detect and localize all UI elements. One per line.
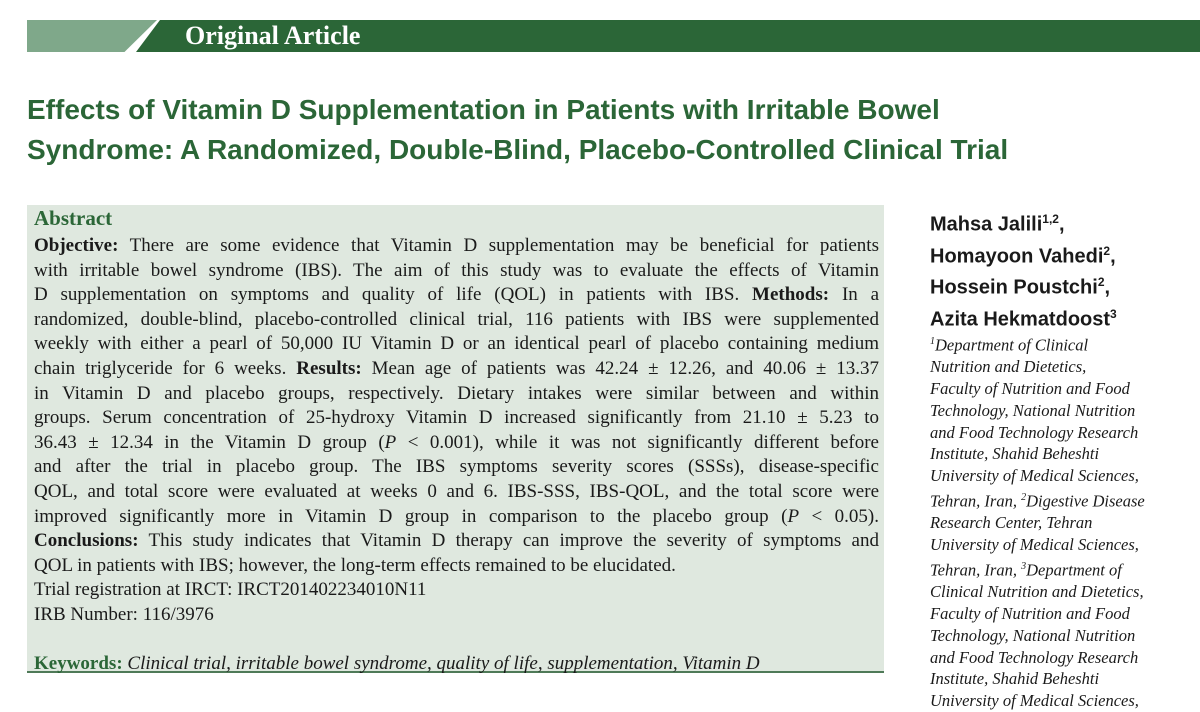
abstract-line [34,431,879,456]
affiliation-text: Tehran, Iran, [930,560,1022,580]
banner-accent [27,20,157,52]
affiliation-number: 1 [930,336,935,347]
italic-text: Clinical trial, irritable bowel syndrome, quality of life, supplementation, Vitamin D [127,652,760,674]
author [930,238,1117,270]
affiliation-line [930,668,1145,690]
affiliation-text: Nutrition and Dietetics, [930,357,1087,377]
text-segment: This study indicates that Vitamin D therapy can improve the severity of symptoms and [148,530,879,552]
section-label: Conclusions: [34,530,139,552]
italic-text: P [384,431,397,453]
affiliation-text: Technology, National Nutrition [930,625,1136,645]
affiliation-text: and Food Technology Research [930,647,1139,667]
affiliation-line [930,625,1145,647]
abstract-line [34,259,879,284]
affiliation-text: Faculty of Nutrition and Food [930,604,1130,624]
section-label: Methods: [752,284,830,306]
text-segment: < 0.001), while it was not significantly different before [407,431,879,453]
section-label: Results: [296,357,362,379]
affiliation-line [930,512,1145,534]
author [930,301,1117,333]
affiliation-number: 3 [1021,560,1027,572]
text-segment: There are some evidence that Vitamin D supplementation may be beneficial for patients [129,235,879,256]
author-separator: , [1110,245,1116,268]
author-affiliation-number: 1,2 [1042,212,1059,226]
affiliation-line [930,400,1145,422]
affiliation-line [930,603,1145,625]
text-segment: In a [841,284,880,306]
abstract-line [34,308,879,333]
abstract-text [34,234,879,676]
affiliation-line [930,534,1145,556]
text-segment: 36.43 ± 12.34 in the Vitamin D group ( [34,431,385,453]
author-list [930,206,1117,333]
affiliation-text: Institute, Shahid Beheshti [930,669,1100,689]
author-name: Homayoon Vahedi [930,245,1104,268]
affiliation-line [930,581,1145,603]
affiliation-line [930,465,1145,487]
affiliation-text: Research Center, Tehran [930,513,1093,533]
section-label: Objective: [34,235,119,256]
text-segment: chain triglyceride for 6 weeks. [34,357,287,379]
abstract-line [34,529,879,554]
text-segment: improved significantly more in Vitamin D group in comparison to the placebo group ( [34,505,788,527]
author-affiliation-number: 2 [1103,243,1111,258]
article-type-label: Original Article [185,21,361,50]
affiliation-text: Department of Clinical [935,335,1089,355]
italic-text: P [787,505,800,527]
affiliation-line [930,690,1145,712]
text-segment: randomized, double-blind, placebo-controlled clinical trial, 116 patients with IBS were supplemented [34,308,879,330]
affiliation-line [930,422,1145,444]
text-segment: groups. Serum concentration of 25-hydroxy Vitamin D increased significantly from 21.10 ± 5.23 to [34,407,879,429]
text-segment: Mean age of patients was 42.24 ± 12.26, and 40.06 ± 13.37 [371,357,880,379]
article-title [27,90,1187,170]
abstract-line [34,234,879,259]
affiliation-text: University of Medical Sciences, [930,535,1139,555]
text-segment: and after the trial in placebo group. The IBS symptoms severity scores (SSSs), disease-specific [34,456,879,478]
affiliation-number: 2 [1021,492,1027,504]
author-name: Azita Hekmatdoost [930,308,1111,331]
abstract-line [34,357,879,382]
author-separator: , [1104,276,1111,299]
author [930,269,1117,301]
text-segment: D supplementation on symptoms and quality of life (QOL) in patients with IBS. [34,284,740,306]
affiliation-text: Technology, National Nutrition [930,400,1136,420]
abstract-line [34,652,879,677]
affiliation-line [930,331,1145,356]
abstract-line [34,554,879,579]
author [930,206,1117,238]
affiliation-text: Tehran, Iran, [930,491,1022,511]
author-name: Mahsa Jalili [930,213,1043,236]
abstract-line [34,505,879,530]
affiliation-text: Digestive Disease [1026,491,1145,511]
abstract-box [27,205,884,673]
affiliation-text: Department of [1026,560,1122,580]
author-affiliation-number: 3 [1110,306,1117,321]
affiliation-line [930,487,1145,512]
author-name: Hossein Poustchi [930,276,1098,299]
affiliation-line [930,443,1145,465]
affiliation-text: Clinical Nutrition and Dietetics, [930,582,1144,602]
abstract-line [34,480,879,505]
text-segment: IRB Number: 116/3976 [34,603,214,625]
text-segment: with irritable bowel syndrome (IBS). The aim of this study was to evaluate the effects of Vitamin [34,259,879,281]
section-label: Keywords: [34,652,123,674]
affiliation-line [930,556,1145,581]
text-segment: QOL, and total score were evaluated at weeks 0 and 6. IBS-SSS, IBS-QOL, and the total score were [34,480,879,502]
title-line: Syndrome: A Randomized, Double-Blind, Placebo-Controlled Clinical Trial [27,134,1009,165]
abstract-line [34,455,879,480]
abstract-line [34,382,879,407]
affiliation-line [930,356,1145,378]
title-line: Effects of Vitamin D Supplementation in Patients with Irritable Bowel [27,94,940,125]
abstract-line [34,406,879,431]
text-segment: in Vitamin D and placebo groups, respectively. Dietary intakes were similar between and within [34,382,879,404]
author-separator: , [1058,213,1065,236]
affiliation-text: Faculty of Nutrition and Food [930,379,1130,399]
affiliation-text: University of Medical Sciences, [930,691,1139,711]
abstract-line [34,578,879,603]
abstract-line [34,603,879,628]
abstract-line [34,332,879,357]
affiliation-text: and Food Technology Research [930,422,1139,442]
affiliation-text: University of Medical Sciences, [930,466,1139,486]
affiliation-line [930,647,1145,669]
abstract-line [34,283,879,308]
text-segment: weekly with either a pearl of 50,000 IU Vitamin D or an identical pearl of placebo containing medium [34,333,879,355]
author-affiliation-number: 2 [1097,275,1105,290]
text-segment: Trial registration at IRCT: IRCT201402234010N11 [34,579,427,601]
affiliations [930,331,1145,712]
affiliation-text: Institute, Shahid Beheshti [930,444,1100,464]
text-segment: QOL in patients with IBS; however, the long-term effects remained to be elucidated. [34,554,676,576]
affiliation-line [930,378,1145,400]
abstract-heading: Abstract [34,206,113,230]
text-segment: < 0.05). [811,505,879,527]
